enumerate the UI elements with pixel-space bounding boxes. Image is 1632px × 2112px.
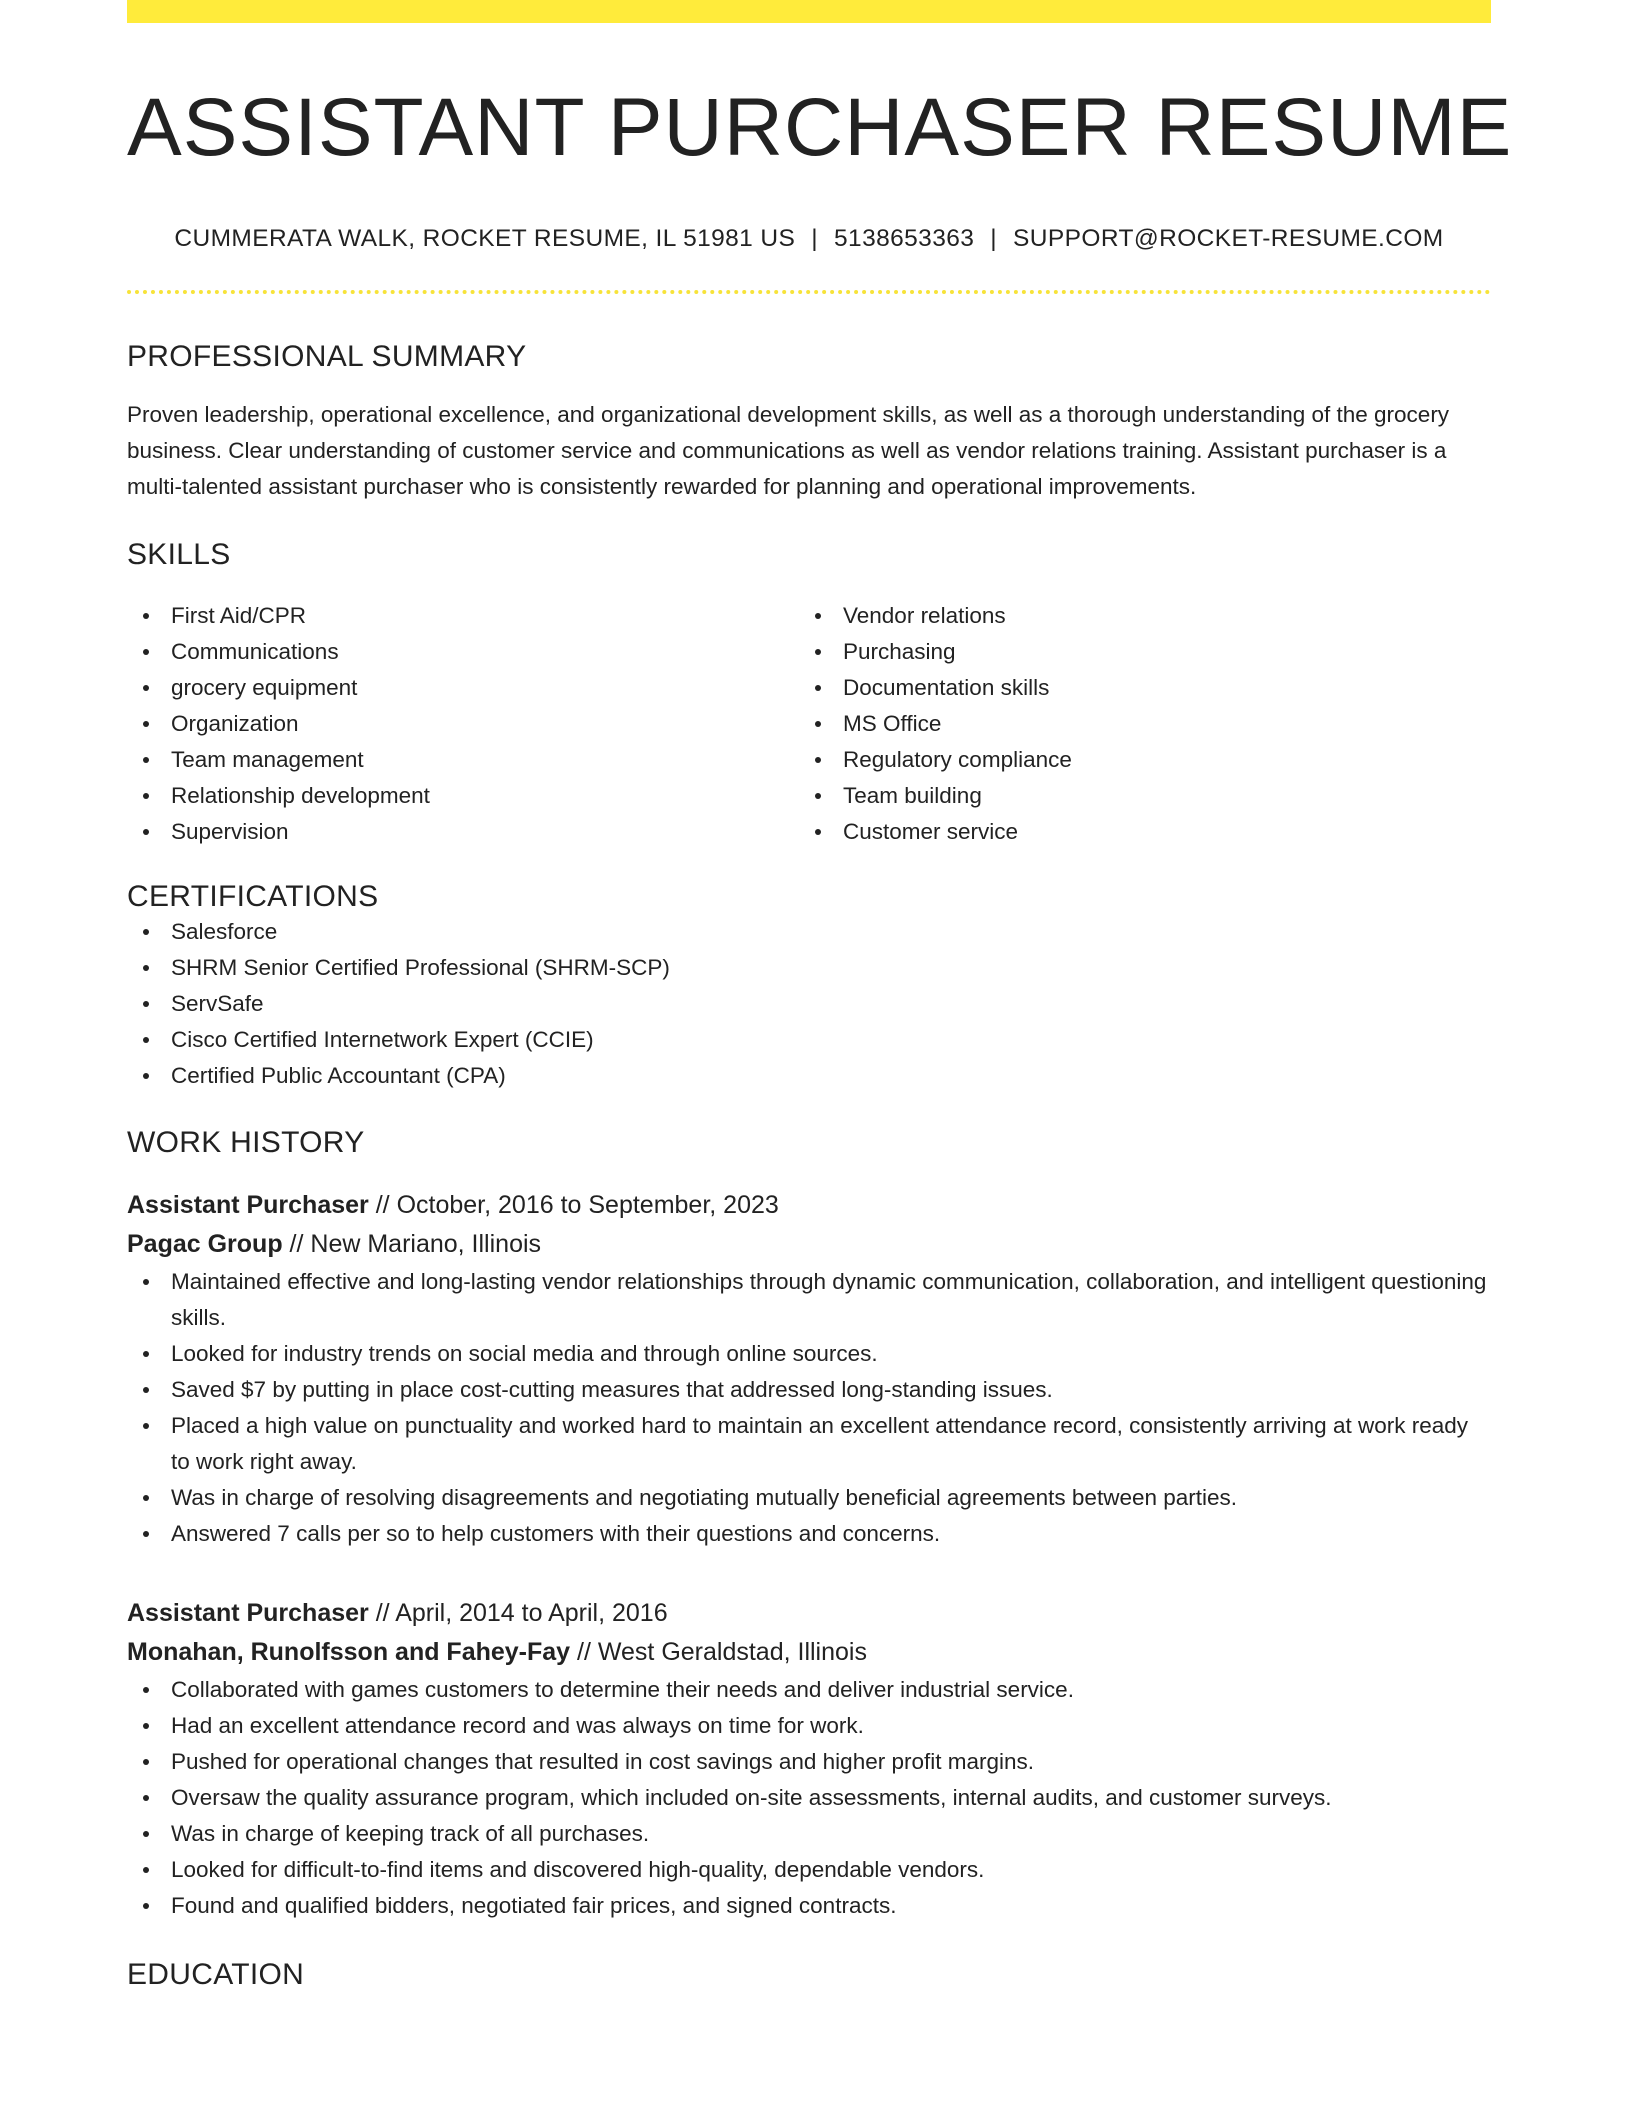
skill-item: Vendor relations xyxy=(799,598,1471,634)
skill-item: grocery equipment xyxy=(127,670,799,706)
job-company-line xyxy=(127,1225,1491,1264)
skill-item: MS Office xyxy=(799,706,1471,742)
certification-item: SHRM Senior Certified Professional (SHRM-SCP) xyxy=(127,950,1491,986)
job-bullets xyxy=(127,1672,1491,1924)
education-heading: EDUCATION xyxy=(127,1958,305,1992)
contact-email[interactable]: SUPPORT@ROCKET-RESUME.COM xyxy=(1013,225,1444,253)
skill-item: Relationship development xyxy=(127,778,799,814)
job-bullet: Collaborated with games customers to determine their needs and deliver industrial service. xyxy=(127,1672,1491,1708)
job-title: Assistant Purchaser xyxy=(127,1191,369,1220)
job-bullet: Was in charge of resolving disagreements and negotiating mutually beneficial agreements between parties. xyxy=(127,1480,1491,1516)
job-bullet: Placed a high value on punctuality and worked hard to maintain an excellent attendance record, consistently arriving at work ready to work right away. xyxy=(127,1408,1491,1480)
resume-page xyxy=(127,0,1513,1992)
contact-separator: | xyxy=(990,225,998,253)
summary-text: Proven leadership, operational excellence, and organizational development skills, as well as a thorough understanding of the grocery business. Clear understanding of customer service and communications as well as vendor relations training. Assistant purchaser is a multi-talented assistant purchaser who is consistently rewarded for planning and operational improvements. xyxy=(127,402,1450,500)
certification-item: Salesforce xyxy=(127,914,1491,950)
skills-heading: SKILLS xyxy=(127,538,231,572)
job-bullet: Pushed for operational changes that resulted in cost savings and higher profit margins. xyxy=(127,1744,1491,1780)
contact-phone[interactable]: 5138653363 xyxy=(834,225,975,253)
certifications-list xyxy=(127,914,1491,1094)
skill-item: Customer service xyxy=(799,814,1471,850)
summary-heading: PROFESSIONAL SUMMARY xyxy=(127,340,527,374)
job-location: // West Geraldstad, Illinois xyxy=(577,1638,867,1667)
job-company-line xyxy=(127,1633,1491,1672)
job-bullet: Maintained effective and long-lasting vendor relationships through dynamic communication, collaboration, and intelligent questioning skills. xyxy=(127,1264,1491,1336)
skill-item: Communications xyxy=(127,634,799,670)
skill-item: Team building xyxy=(799,778,1471,814)
skill-item: Organization xyxy=(127,706,799,742)
certification-item: ServSafe xyxy=(127,986,1491,1022)
contact-address: CUMMERATA WALK, ROCKET RESUME, IL 51981 US xyxy=(174,225,796,253)
job-bullet: Saved $7 by putting in place cost-cutting measures that addressed long-standing issues. xyxy=(127,1372,1491,1408)
job-location: // New Mariano, Illinois xyxy=(289,1230,542,1259)
skill-item: Documentation skills xyxy=(799,670,1471,706)
contact-line xyxy=(127,225,1491,253)
job-bullet: Looked for difficult-to-find items and discovered high-quality, dependable vendors. xyxy=(127,1852,1491,1888)
dotted-divider xyxy=(127,290,1491,294)
job-company: Pagac Group xyxy=(127,1230,283,1259)
certifications-heading: CERTIFICATIONS xyxy=(127,880,379,914)
job-bullet: Found and qualified bidders, negotiated fair prices, and signed contracts. xyxy=(127,1888,1491,1924)
job-bullets xyxy=(127,1264,1491,1552)
skills-grid xyxy=(127,598,1491,850)
skill-item: Purchasing xyxy=(799,634,1471,670)
resume-title: ASSISTANT PURCHASER RESUME xyxy=(127,82,1513,173)
job-bullet: Had an excellent attendance record and was always on time for work. xyxy=(127,1708,1491,1744)
certification-item: Certified Public Accountant (CPA) xyxy=(127,1058,1491,1094)
skills-list-left xyxy=(127,598,799,850)
job-bullet: Looked for industry trends on social media and through online sources. xyxy=(127,1336,1491,1372)
job-entry xyxy=(127,1594,1491,1924)
certification-item: Cisco Certified Internetwork Expert (CCIE) xyxy=(127,1022,1491,1058)
job-title-line xyxy=(127,1594,1491,1633)
accent-bar xyxy=(127,0,1491,23)
contact-separator: | xyxy=(811,225,819,253)
job-title-line xyxy=(127,1186,1491,1225)
skills-list-right xyxy=(799,598,1471,850)
job-company: Monahan, Runolfsson and Fahey-Fay xyxy=(127,1638,571,1667)
job-bullet: Oversaw the quality assurance program, which included on-site assessments, internal audits, and customer surveys. xyxy=(127,1780,1491,1816)
job-bullet: Was in charge of keeping track of all purchases. xyxy=(127,1816,1491,1852)
job-bullet: Answered 7 calls per so to help customers with their questions and concerns. xyxy=(127,1516,1491,1552)
work-history-heading: WORK HISTORY xyxy=(127,1126,365,1160)
job-entry xyxy=(127,1186,1491,1552)
skill-item: Supervision xyxy=(127,814,799,850)
job-title: Assistant Purchaser xyxy=(127,1599,369,1628)
skill-item: First Aid/CPR xyxy=(127,598,799,634)
skill-item: Team management xyxy=(127,742,799,778)
job-dates: // April, 2014 to April, 2016 xyxy=(375,1599,668,1628)
job-dates: // October, 2016 to September, 2023 xyxy=(375,1191,779,1220)
skill-item: Regulatory compliance xyxy=(799,742,1471,778)
